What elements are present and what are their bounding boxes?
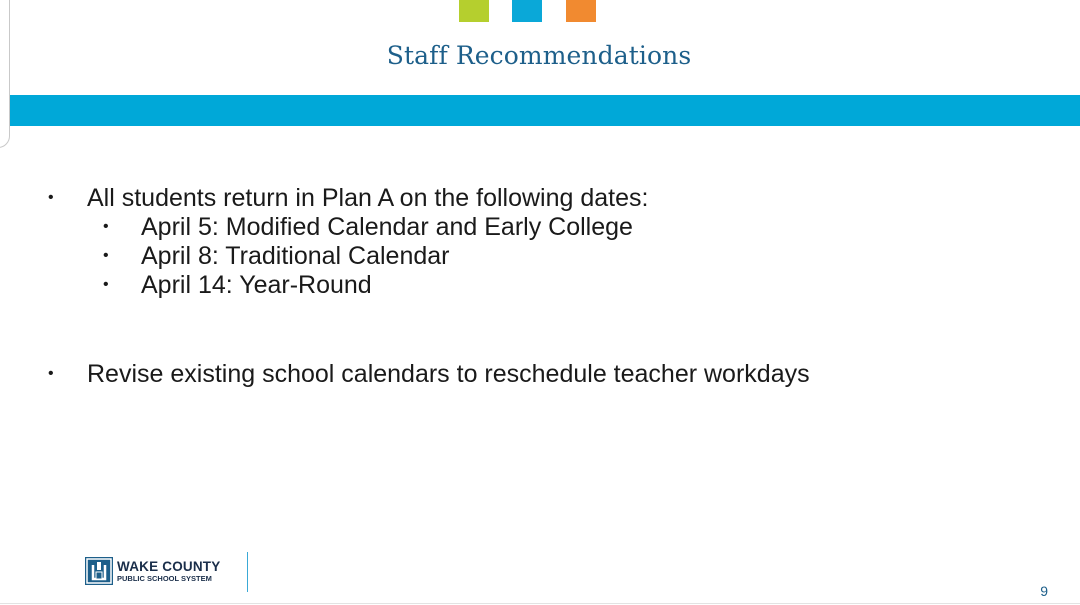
blue-square (512, 0, 542, 22)
orange-square (566, 0, 596, 22)
logo-subtitle: PUBLIC SCHOOL SYSTEM (117, 574, 212, 583)
bottom-rule (0, 603, 1080, 604)
bullet-marker: • (48, 189, 54, 206)
sub-bullet-marker: • (103, 276, 109, 293)
footer-divider (247, 552, 248, 592)
sub-bullet-marker: • (103, 218, 109, 235)
bullet-item: All students return in Plan A on the following dates: (87, 184, 649, 212)
sub-bullet-marker: • (103, 247, 109, 264)
sub-bullet-item: April 8: Traditional Calendar (141, 242, 450, 270)
logo-title: WAKE COUNTY (117, 559, 221, 574)
bullet-marker: • (48, 365, 54, 382)
green-square (459, 0, 489, 22)
slide-edge-decoration (0, 0, 10, 148)
schoolhouse-icon (85, 557, 113, 585)
slide-title: Staff Recommendations (386, 41, 692, 70)
header-band (10, 95, 1080, 126)
sub-bullet-item: April 5: Modified Calendar and Early College (141, 213, 633, 241)
page-number: 9 (1040, 583, 1048, 599)
bullet-item: Revise existing school calendars to reschedule teacher workdays (87, 360, 810, 388)
sub-bullet-item: April 14: Year-Round (141, 271, 372, 299)
